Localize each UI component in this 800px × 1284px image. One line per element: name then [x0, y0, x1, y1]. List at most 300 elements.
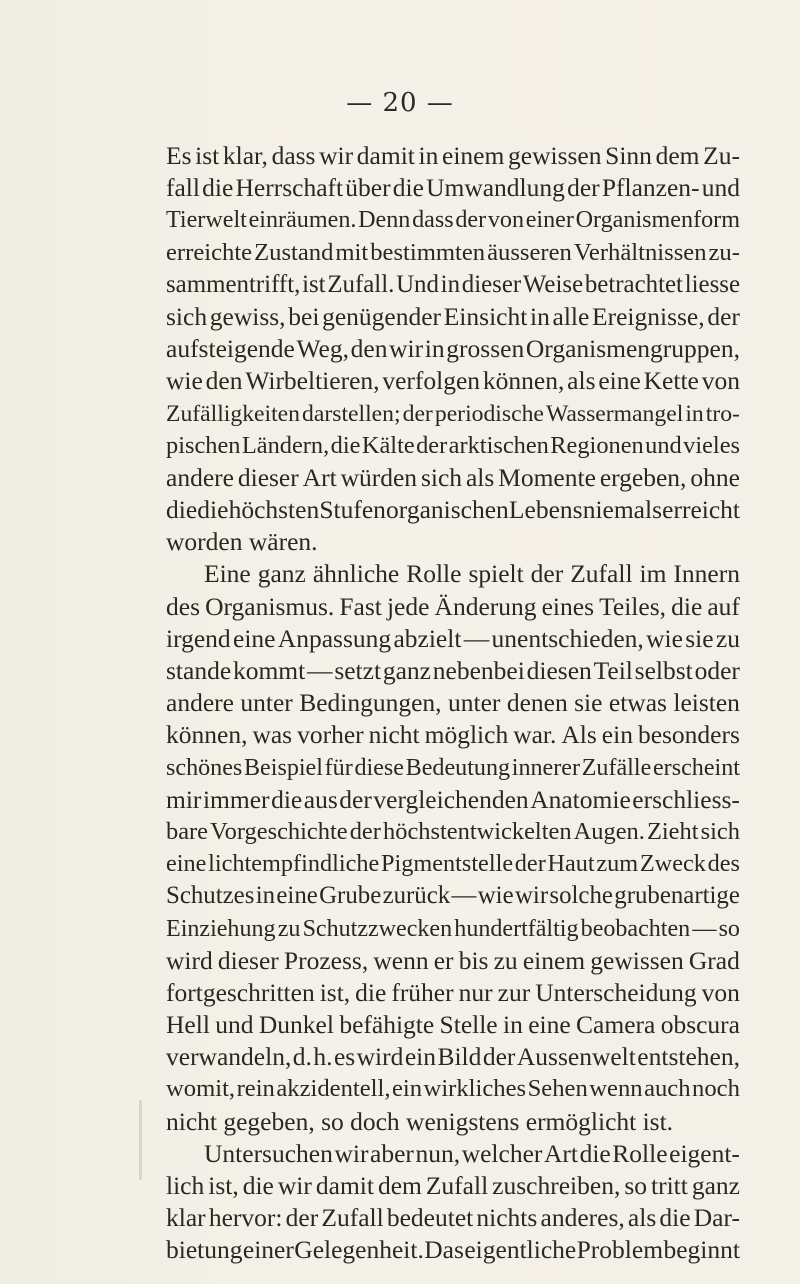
word: die [242, 1171, 274, 1200]
word: wird [356, 1042, 404, 1072]
word: Verhältnissen [573, 238, 707, 266]
word: der [349, 817, 381, 845]
word: Fast [339, 591, 382, 621]
text-line [166, 591, 740, 623]
word: Einziehung [166, 915, 276, 942]
word: die [197, 495, 229, 525]
text-line [166, 623, 740, 655]
word: niemals [582, 495, 663, 525]
word: ganz [382, 656, 431, 685]
word: Dar- [693, 1203, 740, 1233]
text-line [166, 462, 740, 494]
word: Wirbeltieren, [245, 366, 380, 396]
word: Stelle [439, 1010, 498, 1040]
word: befähigte [339, 1010, 435, 1040]
text-line [166, 655, 740, 687]
word: bedeutet [386, 1203, 474, 1233]
word: abzielt [393, 623, 462, 653]
word: welcher [461, 1138, 543, 1168]
word: Gelegenheit. [294, 1235, 424, 1265]
word: von [487, 206, 524, 234]
word: als [627, 1203, 657, 1233]
word: Ereignisse, [592, 301, 705, 331]
word: erreichte [166, 238, 253, 266]
text-line [166, 526, 740, 558]
word: pischen [166, 431, 241, 459]
word: Und [396, 270, 439, 298]
word: unentschieden, [491, 623, 644, 653]
word: einer [525, 206, 574, 234]
word: zu [277, 915, 301, 942]
word: solche [549, 882, 613, 910]
word: Tierwelt [166, 206, 247, 234]
word: dass [271, 141, 316, 170]
word: der [416, 431, 448, 459]
word: rein [236, 1075, 275, 1103]
word: entstehen, [637, 1042, 740, 1072]
word: akzidentell, [276, 1075, 391, 1103]
word: beginnt [663, 1235, 740, 1265]
word: dieser [237, 462, 299, 492]
text-line [166, 784, 740, 816]
word: Herrschaft [235, 173, 344, 203]
word: können, [166, 720, 248, 750]
word: bare [166, 817, 209, 845]
word: wirkliches [423, 1075, 527, 1103]
word: damit [356, 141, 415, 170]
word: Zufall [425, 1171, 489, 1200]
word: andere [166, 688, 234, 718]
word: zu [493, 945, 518, 975]
word: hundertfältig [454, 915, 579, 942]
word: der [514, 850, 546, 878]
word: es [333, 1042, 356, 1072]
word: der [455, 206, 487, 234]
word: Camera [576, 1010, 656, 1040]
word: Organismus. [205, 591, 335, 621]
word: grubenartige [614, 882, 740, 910]
word: unter [240, 688, 293, 718]
word: darstellen; [302, 400, 401, 427]
word: Zufälligkeiten [166, 400, 301, 427]
text-line [166, 172, 740, 204]
word: der [567, 173, 600, 203]
word: organischen [386, 495, 509, 525]
word: Problem [576, 1235, 664, 1265]
word: Denn [358, 206, 411, 234]
word: Zufälle [581, 754, 652, 781]
word: Momente [498, 462, 596, 492]
word: Sehen [527, 1075, 588, 1103]
word: Dunkel [258, 1010, 334, 1040]
word: Bedeutung [405, 754, 511, 781]
word: gewissen [590, 945, 684, 975]
word: Kälte [361, 431, 415, 459]
word: Schutzzwecken [302, 915, 453, 942]
word: Rolle [406, 559, 462, 589]
word: beobachten [580, 915, 691, 942]
word: anderes, [540, 1203, 625, 1233]
word: der [285, 1203, 319, 1233]
word: — [692, 915, 717, 942]
word: Art [302, 462, 337, 492]
word: zu [715, 623, 740, 653]
word: Sinn [605, 141, 652, 170]
word: auf [707, 591, 740, 621]
word: Bild [437, 1042, 482, 1072]
word: bei [288, 301, 320, 331]
word: lich [166, 1171, 205, 1200]
word: Schutzes [166, 882, 255, 910]
text-line [166, 1170, 740, 1202]
word: nur [458, 977, 493, 1007]
word: zum [596, 850, 639, 878]
word: äusseren [487, 238, 572, 266]
word: Zu- [703, 141, 740, 170]
word: betrachtet [584, 270, 683, 298]
word: obscura [660, 1010, 740, 1040]
word: dem [377, 1171, 422, 1200]
word: setzt [334, 656, 382, 685]
word: die [330, 431, 361, 459]
word: sammentrifft, [166, 270, 301, 298]
word: grossen [446, 334, 525, 364]
word: Pflanzen- [601, 173, 700, 203]
word: Beispiel [243, 754, 323, 781]
word: fortgeschritten [166, 977, 315, 1007]
word: ähnliche [312, 559, 400, 589]
word: tro- [705, 400, 740, 427]
body-text [166, 140, 740, 1267]
word: aus [303, 784, 338, 814]
word: möglich [424, 720, 509, 750]
word: Rolle [612, 1138, 668, 1168]
word: wird [166, 945, 213, 975]
text-line [166, 237, 740, 269]
word: wie [646, 623, 683, 653]
word: einer [242, 1235, 294, 1265]
word: die [659, 1203, 691, 1233]
word: Das [424, 1235, 464, 1265]
word: ist, [208, 1171, 239, 1200]
word: etwas [608, 688, 667, 718]
word: Art [543, 1138, 578, 1168]
word: stande [166, 656, 232, 685]
word: mir [166, 784, 202, 814]
text-line [166, 1009, 740, 1041]
word: über [345, 173, 391, 203]
text-line [166, 719, 740, 751]
word: sich [700, 817, 740, 845]
word: alle [552, 301, 590, 331]
word: Zweck [639, 850, 706, 878]
margin-mark [139, 1100, 142, 1180]
word: leisten [673, 688, 740, 718]
word: die [202, 173, 234, 203]
text-line [166, 301, 740, 333]
word: Stufen [319, 495, 386, 525]
text-line [166, 945, 740, 977]
text-line [166, 1138, 740, 1170]
word: wir [389, 334, 424, 364]
word: Zustand [254, 238, 334, 266]
word: Anpassung [277, 623, 392, 653]
word: sie [574, 688, 603, 718]
word: Lebens [508, 495, 583, 525]
word: damit [315, 1171, 374, 1200]
word: Hell [166, 1010, 210, 1040]
word: diesen [526, 656, 592, 685]
text-line [166, 365, 740, 397]
word: unter [447, 688, 501, 718]
word: eine [598, 366, 641, 396]
word: d. [292, 1042, 312, 1072]
word: als [465, 462, 495, 492]
text-line [166, 558, 740, 590]
word: in [255, 882, 276, 910]
word: nebenbei [432, 656, 525, 685]
word: Zieht [646, 817, 699, 845]
word: Vorgeschichte [210, 817, 348, 845]
word: die [392, 173, 424, 203]
word: des [166, 591, 200, 621]
text-line [166, 752, 740, 784]
word: ist, [319, 977, 351, 1007]
word: liesse [684, 270, 740, 298]
word: was [252, 720, 293, 750]
word: noch [692, 1075, 740, 1103]
word: Als [561, 720, 597, 750]
word: klar [166, 1203, 206, 1233]
word: andere [166, 462, 234, 492]
word: — [307, 656, 333, 685]
word: Regionen [550, 431, 644, 459]
word: Haut [547, 850, 595, 878]
word: periodische [434, 400, 544, 427]
word: wir [319, 141, 354, 170]
word: jede [386, 591, 430, 621]
word: aufsteigende [166, 334, 295, 364]
word: in [530, 301, 550, 331]
word: einräumen. [248, 206, 357, 234]
word: denen [506, 688, 568, 718]
word: einem [442, 141, 505, 170]
word: der [530, 559, 564, 589]
word: oder [694, 656, 740, 685]
word: zurück [382, 882, 451, 910]
word: ist [195, 141, 220, 170]
text-line [166, 1234, 740, 1266]
text-line [166, 204, 740, 236]
word: der [707, 301, 740, 331]
word: dem [655, 141, 700, 170]
word: nun, [415, 1138, 461, 1168]
text-line [166, 687, 740, 719]
word: sich [166, 301, 208, 331]
text-line [166, 1041, 740, 1073]
word: innerer [511, 754, 580, 781]
word: im [639, 559, 667, 589]
word: ein [404, 1042, 436, 1072]
text-line [166, 848, 740, 880]
word: erreicht [662, 495, 740, 525]
word: der [482, 1042, 516, 1072]
word: die [671, 591, 703, 621]
text-line [166, 494, 740, 526]
word: ohne [690, 462, 740, 492]
text-line-content: worden wären. [166, 527, 318, 557]
text-line [166, 1202, 740, 1234]
word: zuschreiben, [492, 1171, 621, 1200]
word: Unterscheidung [535, 977, 697, 1007]
word: nicht [368, 720, 420, 750]
word: von [701, 366, 740, 396]
word: vorher [297, 720, 364, 750]
word: die [579, 1138, 611, 1168]
word: eine [166, 850, 207, 878]
word: Prozess, [283, 945, 369, 975]
word: als [567, 366, 596, 396]
word: arktischen [448, 431, 549, 459]
word: Bedingungen, [299, 688, 442, 718]
word: einem [522, 945, 586, 975]
word: Ländern, [241, 431, 330, 459]
word: Grad [688, 945, 740, 975]
word: Umwandlung [426, 173, 565, 203]
text-line [166, 140, 740, 172]
word: ist [302, 270, 326, 298]
word: fall [166, 173, 200, 203]
word: und [215, 1010, 254, 1040]
word: Zufall [321, 1203, 384, 1233]
word: in [685, 400, 704, 427]
word: sich [420, 462, 463, 492]
word: eine [528, 1010, 571, 1040]
page-number: — 20 — [346, 88, 454, 118]
word: in [440, 270, 461, 298]
word: Eine [204, 559, 251, 589]
word: Organismengruppen, [525, 334, 740, 364]
word: zu- [708, 238, 740, 266]
word: schönes [166, 754, 243, 781]
word: Teiles, [599, 591, 667, 621]
text-line [166, 398, 740, 430]
word: eines [541, 591, 595, 621]
word: in [424, 334, 445, 364]
word: der [339, 784, 372, 814]
word: dass [412, 206, 454, 234]
word: h. [313, 1042, 333, 1072]
word: können, [482, 366, 565, 396]
word: die [355, 977, 387, 1007]
word: ganz [257, 559, 306, 589]
word: Anatomie [530, 784, 631, 814]
word: dieser [461, 270, 522, 298]
text-line [166, 430, 740, 462]
word: wie [477, 882, 514, 910]
text-line [166, 977, 740, 1009]
text-line [166, 1106, 740, 1138]
word: mit [335, 238, 369, 266]
word: eine [233, 623, 276, 653]
word: eigentliche [464, 1235, 577, 1265]
word: vieles [683, 431, 740, 459]
word: wie [166, 366, 203, 396]
word: Untersuchen [204, 1138, 333, 1168]
word: Aussenwelt [516, 1042, 636, 1072]
word: tritt [651, 1171, 688, 1200]
word: früher [391, 977, 454, 1007]
word: den [205, 366, 243, 396]
word: ein [391, 1075, 423, 1103]
word: wir [334, 1138, 369, 1168]
word: war. [513, 720, 557, 750]
text-line [166, 269, 740, 301]
word: erschliess- [632, 784, 740, 814]
word: aber [370, 1138, 414, 1168]
word: Zufall [570, 559, 633, 589]
word: Augen. [573, 817, 645, 845]
word: Einsicht [443, 301, 528, 331]
word: nichts [476, 1203, 538, 1233]
word: wenn [373, 945, 429, 975]
word: Organismenform [575, 206, 740, 234]
word: für [324, 754, 353, 781]
word: und [701, 173, 740, 203]
word: Änderung [434, 591, 537, 621]
word: Pigmentstelle [380, 850, 514, 878]
word: Teil [593, 656, 633, 685]
text-line [166, 913, 740, 945]
word: in [502, 1010, 523, 1040]
word: erscheint [652, 754, 740, 781]
word: auch [644, 1075, 691, 1103]
word: immer [202, 784, 270, 814]
word: eine [276, 882, 318, 910]
word: von [701, 977, 740, 1007]
word: — [451, 882, 477, 910]
word: genügender [322, 301, 442, 331]
word: verfolgen [382, 366, 481, 396]
word: gewissen [508, 141, 602, 170]
word: ein [601, 720, 633, 750]
word: Zufall. [327, 270, 395, 298]
word: bestimmten [370, 238, 486, 266]
word: höchsten [228, 495, 320, 525]
text-line [166, 333, 740, 365]
word: lichtempfindliche [208, 850, 380, 878]
word: die [271, 784, 303, 814]
word: sie [685, 623, 714, 653]
word: — [463, 623, 490, 653]
word: hervor: [208, 1203, 283, 1233]
word: zur [497, 977, 531, 1007]
word: besonders [637, 720, 740, 750]
word: wenn [589, 1075, 643, 1103]
word: Wassermangel [545, 400, 684, 427]
word: ergeben, [599, 462, 687, 492]
word: Weg, [296, 334, 349, 364]
word: wir [514, 882, 549, 910]
word: gewiss, [209, 301, 286, 331]
word: Grube [319, 882, 382, 910]
text-line [166, 880, 740, 912]
word: vergleichenden [373, 784, 529, 814]
word: die [166, 495, 198, 525]
word: spielt [468, 559, 524, 589]
text-line-content: nicht gegeben, so doch wenigstens ermöglicht ist. [166, 1106, 674, 1136]
word: wir [277, 1171, 312, 1200]
